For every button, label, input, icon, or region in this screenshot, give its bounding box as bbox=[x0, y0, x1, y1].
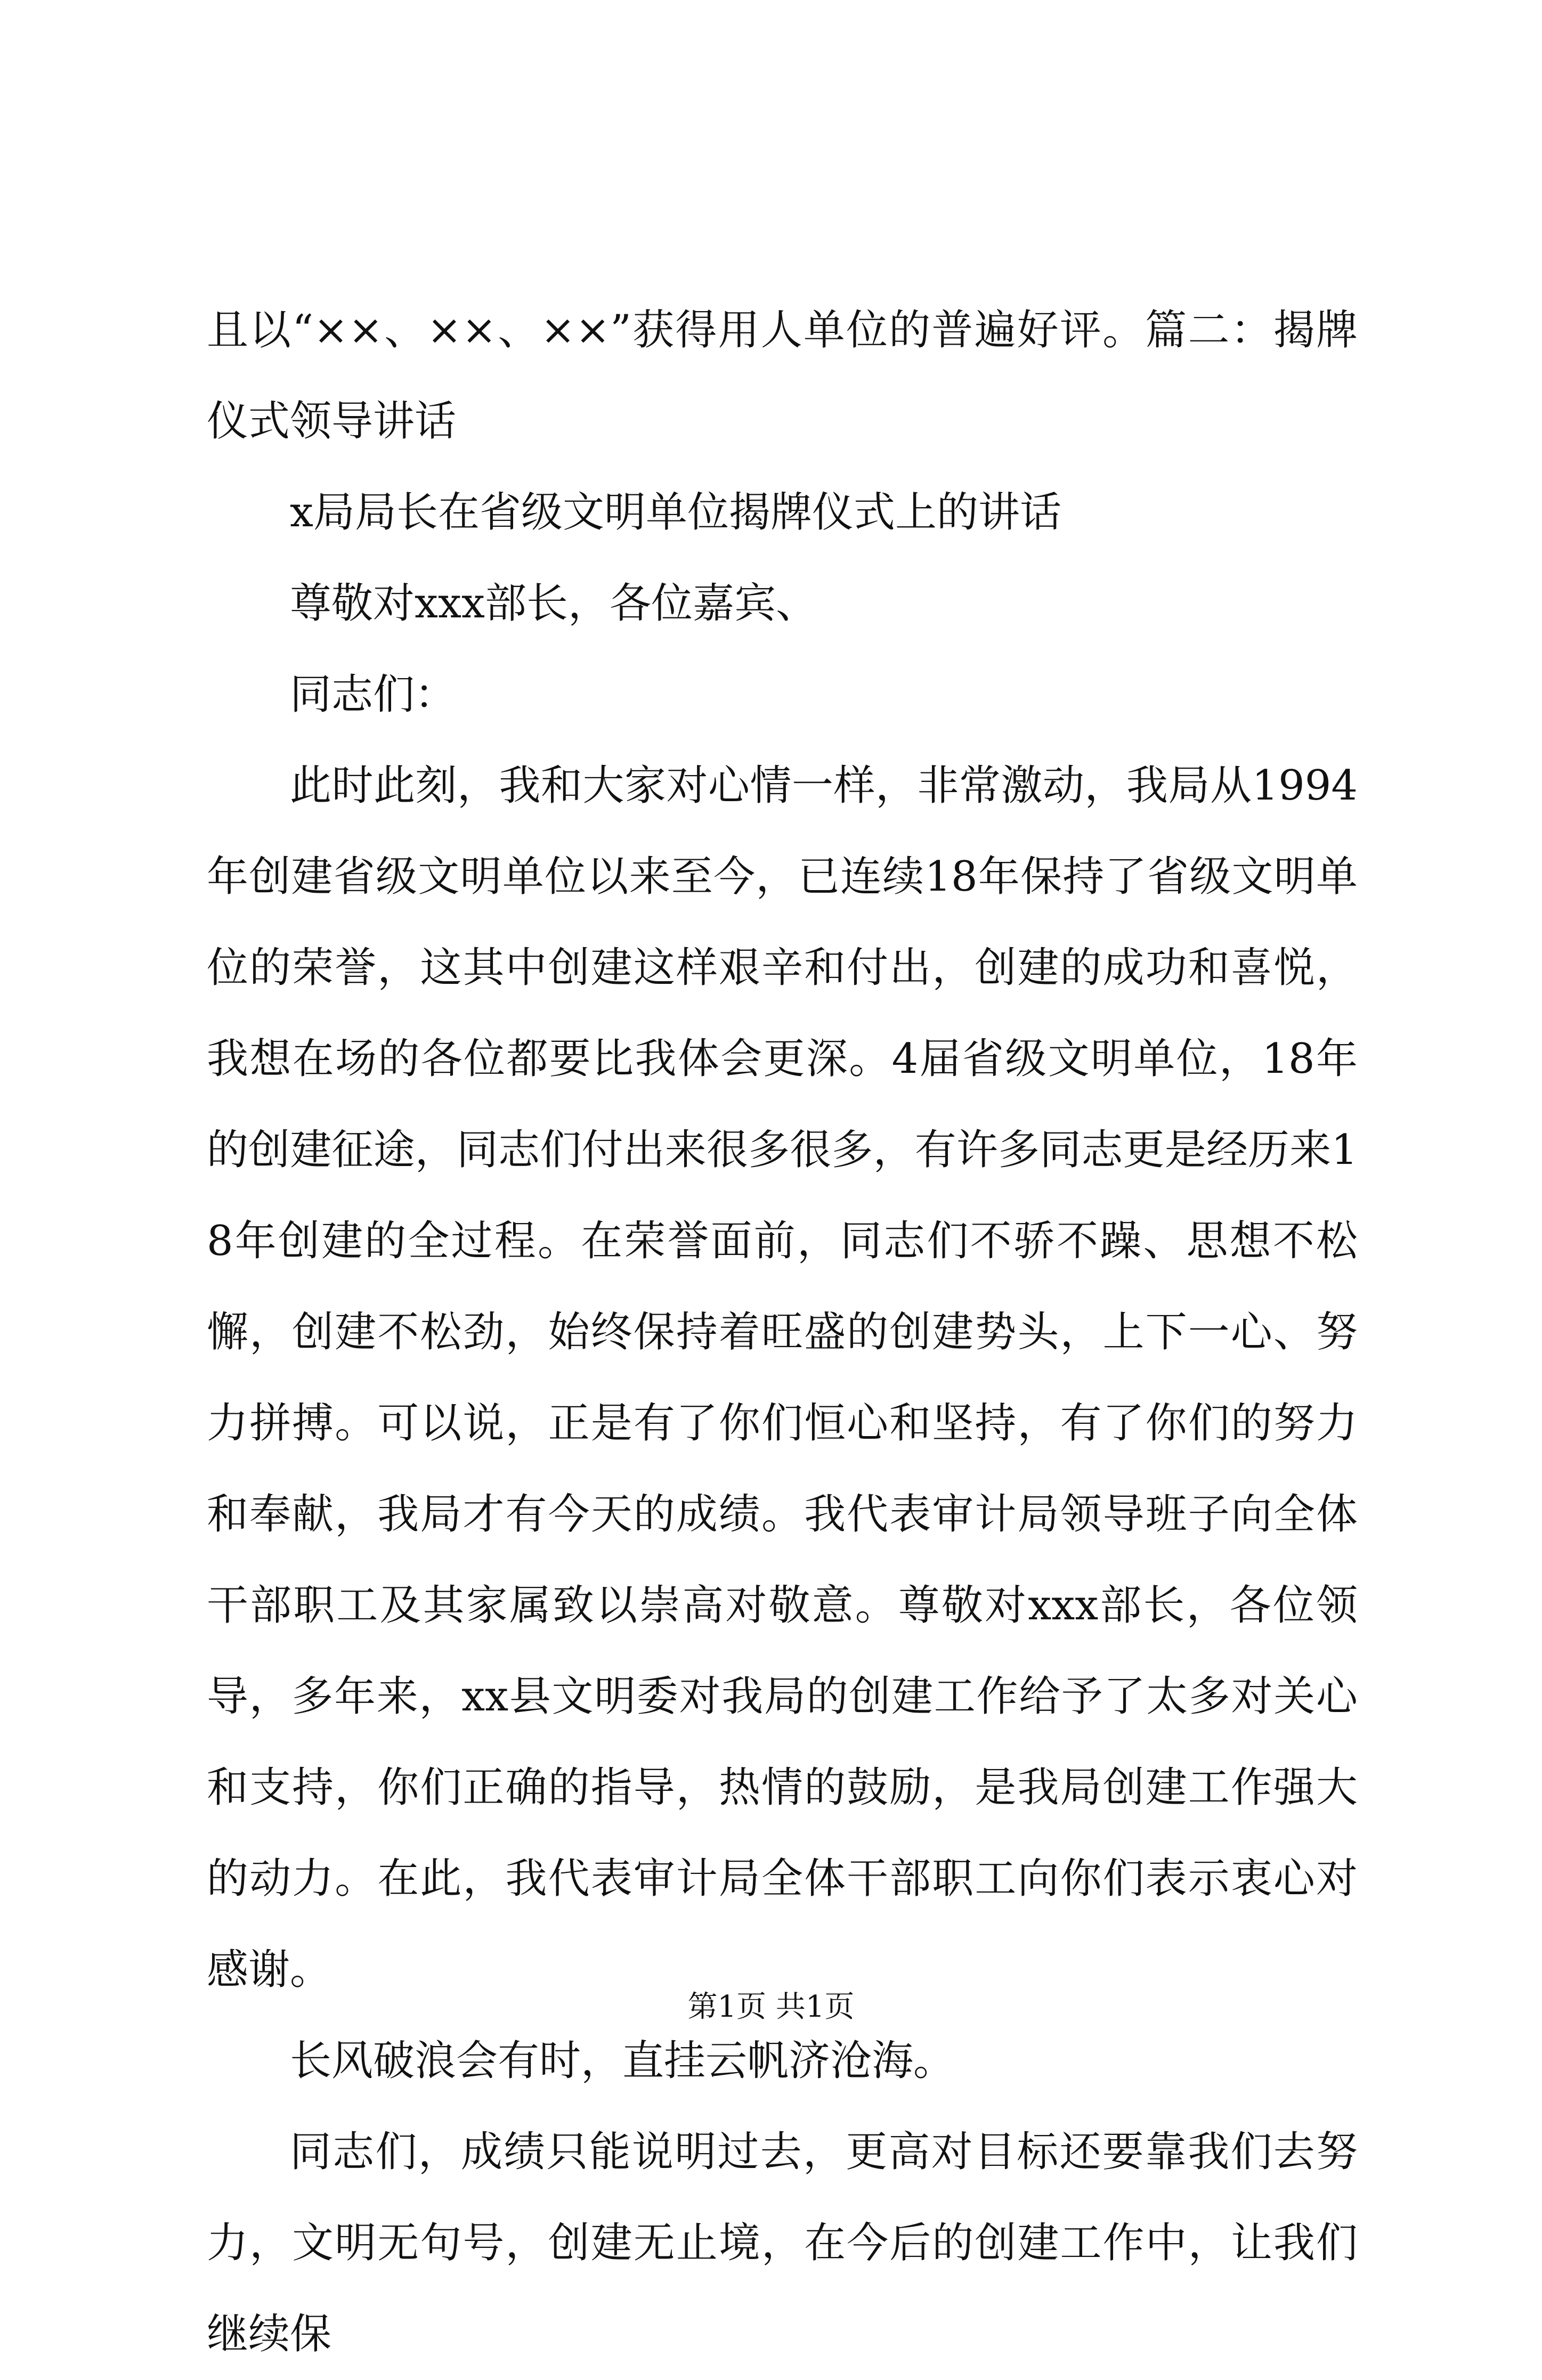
paragraph-continuation: 且以“××、××、××”获得用人单位的普遍好评。篇二：揭牌仪式领导讲话 bbox=[207, 306, 1358, 445]
paragraph-main: 此时此刻，我和大家对心情一样，非常激动，我局从1994年创建省级文明单位以来至今，已连续18年保持了省级文明单位的荣誉，这其中创建这样艰辛和付出，创建的成功和喜悦，我想在场的各位都要比我体会更深。4届省级文明单位，18年的创建征途，同志们付出来很多很多，有许多同志更是经历来18年创建的全过程。在荣誉面前，同志们不骄不躁、思想不松懈，创建不松劲，始终保持着旺盛的创建势头，上下一心、努力拼搏。可以说，正是有了你们恒心和坚持，有了你们的努力和奉献，我局才有今天的成绩。我代表审计局领导班子向全体干部职工及其家属致以崇高对敬意。尊敬对xxx部长，各位领导，多年来，xx县文明委对我局的创建工作给予了太多对关心和支持，你们正确的指导，热情的鼓励，是我局创建工作强大的动力。在此，我代表审计局全体干部职工向你们表示衷心对感谢。 bbox=[207, 762, 1358, 1994]
salutation-line: 尊敬对xxx部长，各位嘉宾、 bbox=[290, 580, 817, 627]
paragraph-closing: 同志们，成绩只能说明过去，更高对目标还要靠我们去努力，文明无句号，创建无止境，在今后的创建工作中，让我们继续保 bbox=[207, 2128, 1358, 2358]
page-footer: 第1页 共1页 bbox=[687, 1990, 855, 2024]
salutation-comrades: 同志们： bbox=[290, 671, 457, 719]
document-body bbox=[207, 285, 1358, 2380]
paragraph-quote: 长风破浪会有时，直挂云帆济沧海。 bbox=[290, 2037, 955, 2085]
speech-title: x局局长在省级文明单位揭牌仪式上的讲话 bbox=[290, 488, 1061, 536]
